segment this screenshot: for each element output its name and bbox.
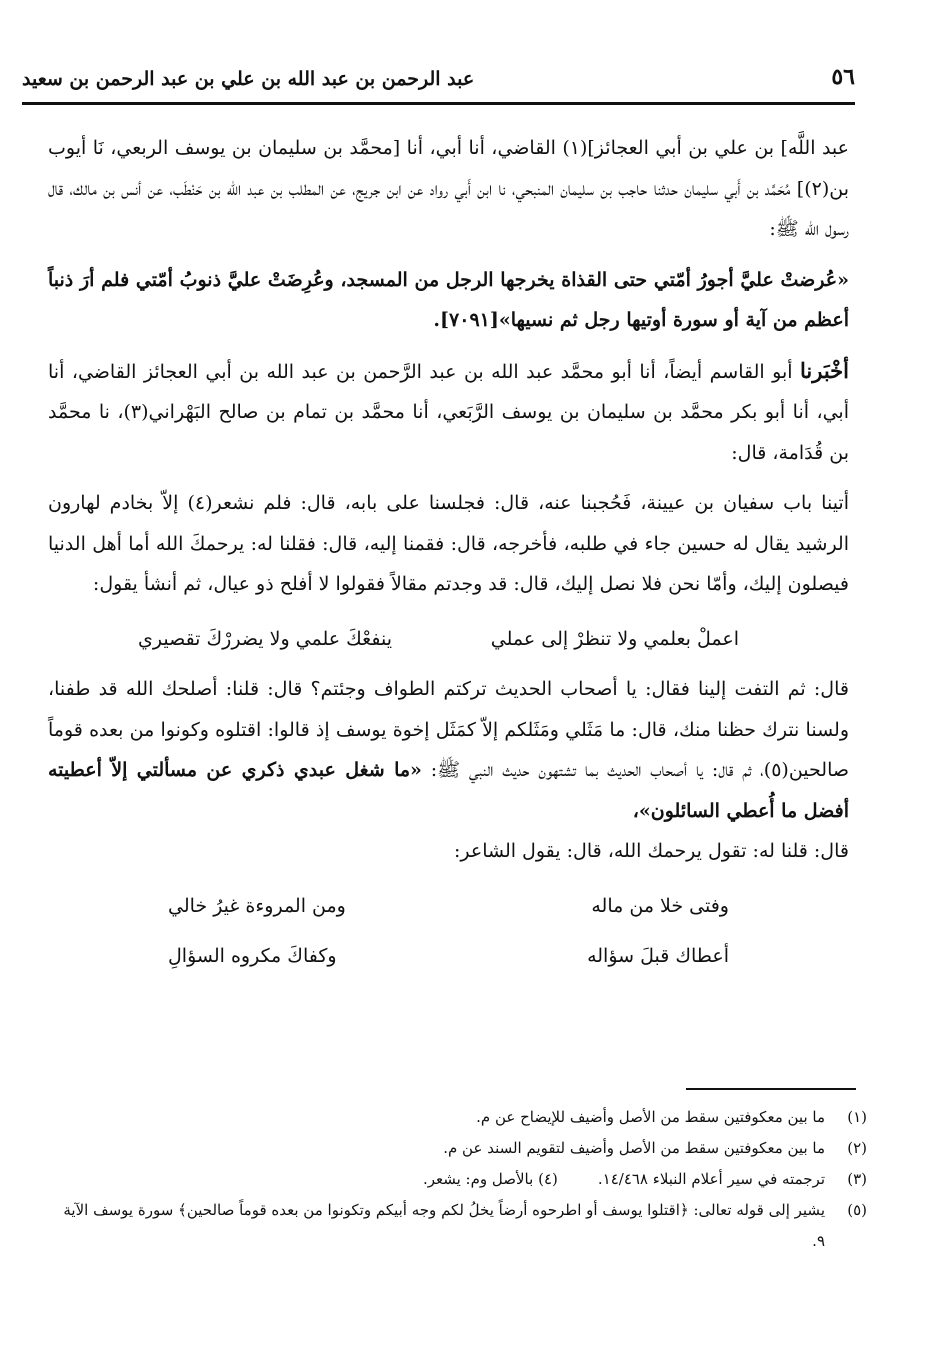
poem-hemistich-left: ومن المروءة غيرُ خالي [168,894,346,917]
footnote-5 [48,1195,867,1257]
main-text [48,128,849,987]
footnote-number: (٥) [847,1201,867,1219]
footnote-text [48,1164,825,1195]
poem-hemistich-left: ينفعْكَ علمي ولا يضررْكَ تقصيري [138,627,392,650]
footnote-4-number: (٤) [538,1170,558,1188]
footnote-text: ما بين معكوفتين سقط من الأصل وأضيف لتقويم السند عن م. [443,1139,825,1157]
footnote-3 [48,1164,867,1195]
poem-hemistich-right: اعملْ بعلمي ولا تنظرْ إلى عملي [490,627,739,650]
footnote-number: (٣) [847,1170,867,1188]
dialogue-paragraph-text: قال: ثم التفت إلينا فقال: يا أصحاب الحديث تركتم الطواف وجئتم؟ قال: قلنا: أصلحك الله قد طفنا، ولسنا نترك حظنا منك، قال: ما مَثَلي ومَثَلكم إلاّ كمَثَل إخوة يوسف إذ قالوا: اقتلوه وكونوا من بعده قوماً صالحين(٥)، ثم قال: يا أصحاب الحديث بما تشتهون حديث النبي ﷺ: [48,678,849,781]
footnotes [48,1102,867,1257]
poem-verse-2 [48,886,849,927]
footnote-4-text: بالأصل وم: يشعر. [422,1170,534,1188]
footnote-2 [48,1133,867,1164]
hadith-text-1: «عُرضتْ عليَّ أجورُ أمّتي حتى القذاة يخرجها الرجل من المسجد، وعُرِضَتْ عليَّ ذنوبُ أمّتي فلم أرَ ذنباً أعظم من آية أو سورة أوتيها رجل ثم نسيها»[٧٠٩١]. [48,268,849,331]
dialogue-paragraph [48,669,849,831]
narrative-paragraph: أتينا باب سفيان بن عيينة، فَحُجبنا عنه، قال: فجلسنا على بابه، قال: فلم نشعر(٤) إلاّ بخادم لهارون الرشيد يقال له حسين جاء في طلبه، فأخرجه، قال: فقمنا إليه، قال: فقلنا له: يرحمكَ الله أما أهل الدنيا فيصلون إليك، وأمّا نحن فلا نصل إليك، قال: قد وجدتم مقالاً فقولوا لا أفلح ذو عيال، ثم أنشأ يقول: [48,492,849,595]
footnote-1 [48,1102,867,1133]
footnote-text: يشير إلى قوله تعالى: ﴿اقتلوا يوسف أو اطرحوه أرضاً يخلُ لكم وجه أبيكم وتكونوا من بعده قوماً صالحين﴾ سورة يوسف الآية ٩. [63,1201,825,1250]
footnote-text: ما بين معكوفتين سقط من الأصل وأضيف للإيضاح عن م. [476,1108,825,1126]
isnad-paragraph-2 [48,351,849,474]
page-header [22,58,855,105]
poem-verse-3 [48,936,849,977]
footnote-divider [686,1088,856,1090]
poem-hemistich-left: وكفاكَ مكروه السؤالِ [168,945,337,967]
isnad-paragraph-2-text: أبو القاسم أيضاً، أنا أبو محمَّد عبد الله بن عبد الرَّحمن بن عبد الله بن أبي العجائز القاضي، أنا أبي، أنا أبو بكر محمَّد بن سليمان بن يوسف الرَّبَعي، أنا محمَّد بن تمام بن صالح البَهْراني(٣)، نا محمَّد بن قُدَامة، قال: [48,360,849,464]
poem-hemistich-right: وفتى خلا من ماله [591,894,729,917]
footnote-3-text: ترجمته في سير أعلام النبلاء ١٤/٤٦٨. [597,1170,825,1188]
poem-verse-1 [48,619,849,660]
paragraph-lead-word: أخْبَرنا [800,357,849,383]
running-title: عبد الرحمن بن عبد الله بن علي بن عبد الرحمن بن سعيد [22,68,475,90]
hadith-text-2: «ما شغل عبدي ذكري عن مسألتي إلاّ أعطيته أفضل ما أُعطي السائلون»، [48,759,849,822]
isnad-paragraph-1: عبد اللَّه] بن علي بن أبي العجائز](١) القاضي، أنا أبي، أنا [محمَّد بن سليمان بن يوسف الربعي، نَا أيوب بن(٢)] مُحَمَّد بن أَبي سليمان حدثنا حاجب بن سليمان المنبحي، نا ابن أَبي رواد عن ابن جريج، عن المطلب بن عبد الله بن حَنْطَب، عن أنس بن مالك، قال رسول الله ﷺ: [48,137,850,240]
footnote-number: (٢) [847,1139,867,1157]
footnote-number: (١) [847,1108,867,1126]
page-number: ٥٦ [831,64,855,90]
poem-hemistich-right: أعطاك قبلَ سؤاله [587,945,729,967]
closing-line: قال: قلنا له: تقول يرحمك الله، قال: يقول الشاعر: [453,840,849,862]
